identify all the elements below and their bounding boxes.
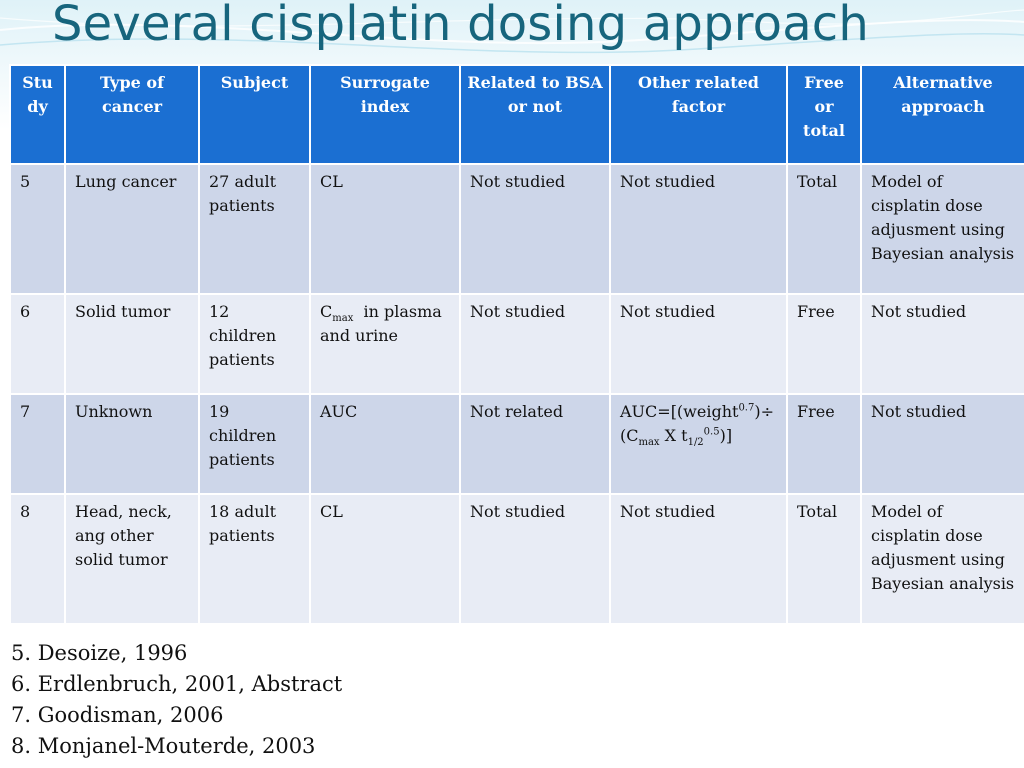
cell-free-or-total: Total [787,494,861,624]
cell-cancer-type: Solid tumor [65,294,199,394]
cell-study: 6 [10,294,65,394]
cell-subject: 19 children patients [199,394,310,494]
formula-exponent: 0.7 [738,402,755,414]
cell-free-or-total: Total [787,164,861,294]
slide-title: Several cisplatin dosing approach [52,0,870,52]
cell-subject: 12 children patients [199,294,310,394]
cell-related-to-bsa: Not studied [460,294,610,394]
header-related-to-bsa: Related to BSA or not [460,65,610,164]
formula-exponent: 0.5 [703,426,720,438]
cell-other-factor: Not studied [610,294,787,394]
header-study: Stu dy [10,65,65,164]
surrogate-rest: in plasma and urine [320,302,447,345]
reference-item: 7. Goodisman, 2006 [11,703,224,727]
formula-part: X t [659,426,688,445]
cell-alternative-approach: Model of cisplatin dose adjusment using Bayesian analysis [861,164,1024,294]
formula-part: AUC=[(weight [620,402,739,421]
reference-item: 6. Erdlenbruch, 2001, Abstract [11,672,343,696]
table-row [10,294,1024,394]
dosing-table [9,64,1024,625]
cell-surrogate-index [310,294,460,394]
table-row [10,394,1024,494]
cell-study: 8 [10,494,65,624]
reference-item: 5. Desoize, 1996 [11,641,188,665]
formula-part: )] [719,426,733,445]
cell-cancer-type: Lung cancer [65,164,199,294]
cell-free-or-total: Free [787,394,861,494]
cell-surrogate-index: CL [310,164,460,294]
cell-other-factor: Not studied [610,494,787,624]
cmax-base: C [320,302,333,321]
header-subject: Subject [199,65,310,164]
cell-related-to-bsa: Not studied [460,164,610,294]
header-surrogate-index: Surrogate index [310,65,460,164]
table-row [10,494,1024,624]
cell-subject: 18 adult patients [199,494,310,624]
header-cancer-type: Type of cancer [65,65,199,164]
cell-alternative-approach: Model of cisplatin dose adjusment using Bayesian analysis [861,494,1024,624]
cell-study: 7 [10,394,65,494]
header-alternative-approach: Alternative approach [861,65,1024,164]
table-row [10,164,1024,294]
cell-cancer-type: Unknown [65,394,199,494]
formula-part: )÷ (C [620,402,774,445]
cell-related-to-bsa: Not related [460,394,610,494]
cell-free-or-total: Free [787,294,861,394]
table-header-row [10,65,1024,164]
references-list [11,638,342,762]
cell-alternative-approach: Not studied [861,394,1024,494]
header-free-or-total: Free or total [787,65,861,164]
cell-surrogate-index: AUC [310,394,460,494]
header-other-factor: Other related factor [610,65,787,164]
cell-other-factor: Not studied [610,164,787,294]
reference-item: 8. Monjanel-Mouterde, 2003 [11,734,316,758]
cell-related-to-bsa: Not studied [460,494,610,624]
formula-subscript: max [638,437,660,449]
cell-alternative-approach: Not studied [861,294,1024,394]
cell-surrogate-index: CL [310,494,460,624]
cmax-subscript: max [332,313,354,325]
cell-cancer-type: Head, neck, ang other solid tumor [65,494,199,624]
formula-subscript: 1/2 [687,437,704,449]
cell-subject: 27 adult patients [199,164,310,294]
cell-study: 5 [10,164,65,294]
cell-other-factor [610,394,787,494]
